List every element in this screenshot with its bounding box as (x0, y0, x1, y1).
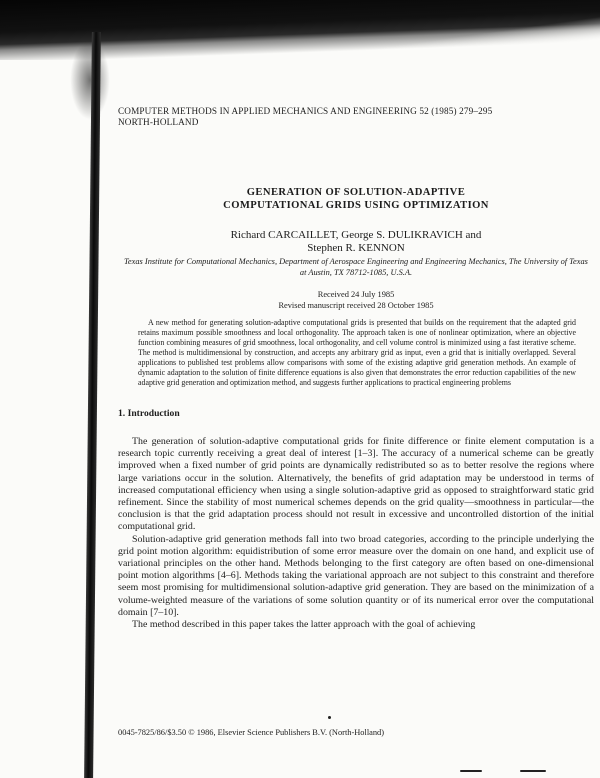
paper-page (118, 106, 594, 631)
received-dates (118, 290, 594, 311)
body-paragraph: Solution-adaptive grid generation methods fall into two broad categories, according to the principle underlying the grid point motion algorithm: equidistribution of some error measure over the domain on one hand, and explicit use of variational principles on the other hand. Methods belonging to the first category are often based on one-dimensional point motion algorithms [4–6]. Methods taking the variational approach are not subject to this constraint and therefore seem most promising for multidimensional solution-adaptive grid generation. They are based on the minimization of a volume-weighted measure of the variations of some solution quantity or of its numerical error over the computational domain [7–10]. (118, 533, 594, 618)
binding-spine-shadow (84, 32, 101, 778)
author-affiliation: Texas Institute for Computational Mechanics, Department of Aerospace Engineering and Engineering Mechanics, The University of Texas at Austin, TX 78712-1085, U.S.A. (124, 257, 588, 277)
scan-speck (520, 770, 546, 772)
received-date: Received 24 July 1985 (317, 290, 395, 299)
authors-line-1: Richard CARCAILLET, George S. DULIKRAVICH and (230, 229, 482, 241)
authors-line-2: Stephen R. KENNON (307, 242, 405, 254)
body-paragraph: The method described in this paper takes the latter approach with the goal of achieving (132, 619, 476, 631)
revised-date: Revised manuscript received 28 October 1985 (278, 300, 434, 310)
section-heading: 1. Introduction (118, 408, 180, 419)
binding-shadow (70, 40, 110, 120)
body-paragraph: The generation of solution-adaptive computational grids for finite difference or finite element computation is a research topic currently receiving a great deal of interest [1–3]. The accuracy of a numerical scheme can be greatly improved when a fixed number of grid points are dynamically redistributed so as to better resolve the regions where large variations occur in the solution. Alternatively, the benefits of grid adaptation may be understood in terms of increased computational efficiency when using a single solution-adaptive grid as opposed to straightforward static grid refinement. Since the stability of most numerical schemes depends on the grid quality—smoothness in particular—the conclusion is that the grid adaptation process should not result in excessive and uncontrolled distortion of the initial computational grid. (118, 436, 594, 533)
title-line-2: COMPUTATIONAL GRIDS USING OPTIMIZATION (223, 200, 489, 211)
journal-header (118, 106, 594, 128)
abstract: A new method for generating solution-adaptive computational grids is presented that builds on the requirement that the adapted grid retains maximum possible smoothness and local orthogonality. The approach taken is one of nonlinear optimization, where an objective function combining measures of grid smoothness, local orthogonality, and cell volume control is minimized using a fast iterative scheme. The method is multidimensional by construction, and accepts any arbitrary grid as input, even a grid that is initially overlapped. Several applications to published test problems allow comparisons with some of the existing adaptive grid generation methods. An example of dynamic adaptation to the solution of finite difference equations is also given that demonstrates the error reduction capabilities of the new adaptive grid generation and optimization method, and suggests further applications to practical engineering problems (138, 318, 576, 387)
article-authors (118, 229, 594, 255)
copyright-footer: 0045-7825/86/$3.50 © 1986, Elsevier Science Publishers B.V. (North-Holland) (118, 728, 385, 737)
journal-publisher: NORTH-HOLLAND (118, 117, 199, 127)
title-line-1: GENERATION OF SOLUTION-ADAPTIVE (246, 187, 466, 198)
article-title (118, 186, 594, 212)
journal-citation: COMPUTER METHODS IN APPLIED MECHANICS AND ENGINEERING 52 (1985) 279–295 (118, 106, 493, 116)
scan-speck (328, 716, 331, 719)
scan-speck (460, 770, 482, 772)
